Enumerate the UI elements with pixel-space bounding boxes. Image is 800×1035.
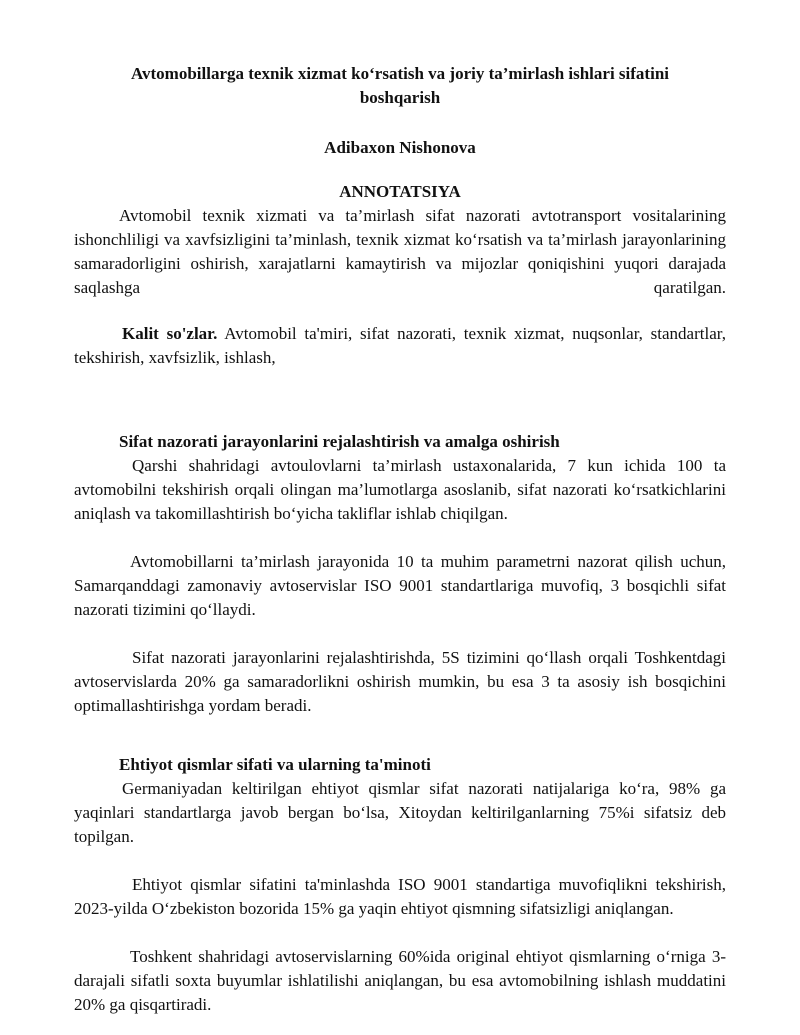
section-2-paragraph-1: Germaniyadan keltirilgan ehtiyot qismlar sifat nazorati natijalariga ko‘ra, 98% ga yaqinlari standartlarga javob bergan bo‘lsa, Xitoydan keltirilganlarning 75%i sifatsiz deb topilgan. — [74, 779, 726, 846]
section-1-paragraph-1: Qarshi shahridagi avtoulovlarni ta’mirlash ustaxonalarida, 7 kun ichida 100 ta avtomobilni tekshirish orqali olingan ma’lumotlarga asoslanib, sifat nazorati ko‘rsatkichlarini aniqlash va takomillashtirish bo‘yicha takliflar ishlab chiqilgan. — [74, 456, 726, 523]
keywords-paragraph — [74, 322, 726, 370]
section-heading-quality-control: Sifat nazorati jarayonlarini rejalashtirish va amalga oshirish — [119, 432, 560, 451]
keywords-text: Avtomobil ta'miri, sifat nazorati, texnik xizmat, nuqsonlar, standartlar, tekshirish, xavfsizlik, ishlash, — [74, 324, 726, 367]
section-2-paragraph-3: Toshkent shahridagi avtoservislarning 60%ida original ehtiyot qismlarning o‘rniga 3-darajali sifatli soxta buyumlar ishlatilishi aniqlangan, bu esa avtomobilning ishlash muddatini 20% ga qisqartiradi. — [74, 947, 726, 1014]
section-heading-spare-parts: Ehtiyot qismlar sifati va ularning ta'minoti — [119, 755, 431, 774]
annotation-text: Avtomobil texnik xizmati va ta’mirlash sifat nazorati avtotransport vositalarining ishonchliligi va xavfsizligini ta’minlash, texnik xizmat ko‘rsatish va ta’mirlash jarayonlarining samaradorligini oshirish, xarajatlarni kamaytirish va mijozlar qoniqishini yuqori darajada saqlashga qaratilgan. — [74, 206, 726, 297]
keywords-label: Kalit so'zlar. — [122, 324, 218, 343]
section-2-paragraph-2: Ehtiyot qismlar sifatini ta'minlashda ISO 9001 standartiga muvofiqlikni tekshirish, 2023-yilda O‘zbekiston bozorida 15% ga yaqin ehtiyot qismning sifatsizligi aniqlangan. — [74, 875, 726, 918]
annotation-heading: ANNOTATSIYA — [339, 182, 461, 201]
section-1-paragraph-3: Sifat nazorati jarayonlarini rejalashtirishda, 5S tizimini qo‘llash orqali Toshkentdagi avtoservislarda 20% ga samaradorlikni oshirish mumkin, bu esa 3 ta asosiy ish bosqichini optimallashtirishga yordam beradi. — [74, 648, 726, 715]
document-page — [74, 62, 726, 1017]
author-name: Adibaxon Nishonova — [324, 138, 476, 157]
section-1-paragraph-2: Avtomobillarni ta’mirlash jarayonida 10 ta muhim parametrni nazorat qilish uchun, Samarqanddagi zamonaviy avtoservislar ISO 9001 standartlariga muvofiq, 3 bosqichli sifat nazorati tizimini qo‘llaydi. — [74, 552, 726, 619]
document-title: Avtomobillarga texnik xizmat ko‘rsatish va joriy ta’mirlash ishlari sifatini boshqarish — [131, 64, 669, 107]
